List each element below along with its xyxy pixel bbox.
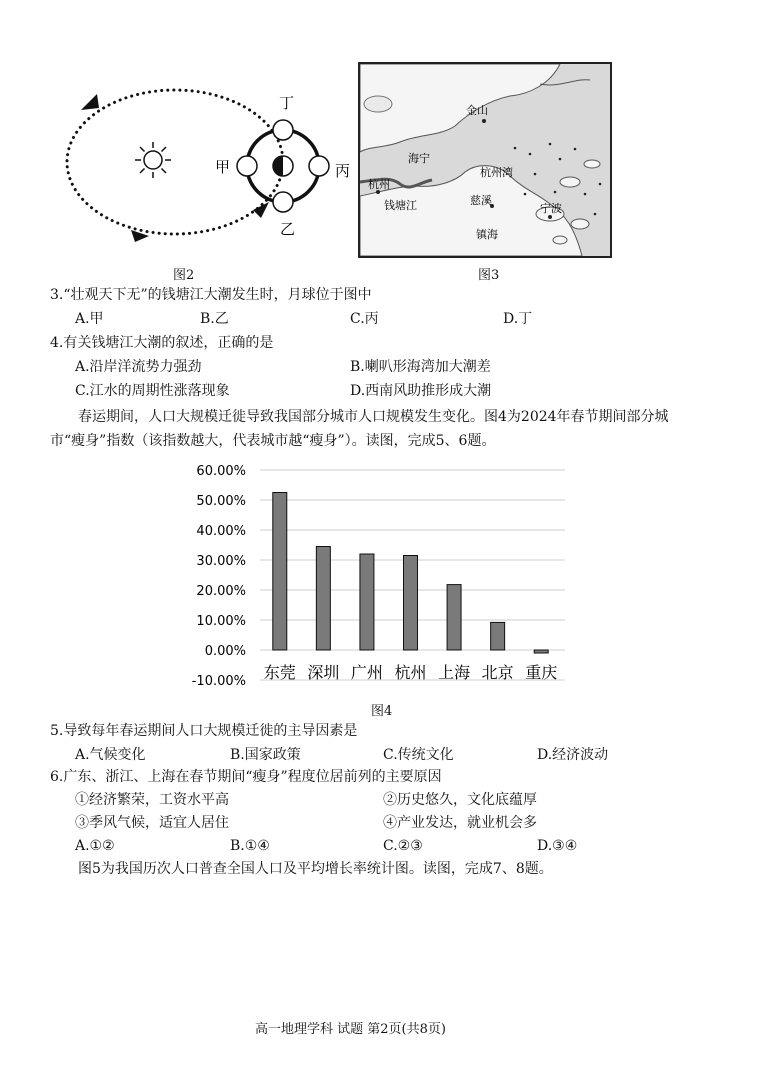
bar-重庆 (534, 650, 548, 653)
moon-bing (309, 156, 329, 176)
figure-4-caption: 图4 (371, 704, 393, 719)
q4-option-a[interactable]: A.沿岸洋流势力强劲 (75, 359, 202, 375)
q6-item-2: ②历史悠久，文化底蕴厚 (383, 792, 537, 808)
q3-option-b[interactable]: B.乙 (200, 311, 229, 327)
x-category-label: 杭州 (394, 663, 427, 682)
intro-questions-7-8: 图5为我国历次人口普查全国人口及平均增长率统计图。读图，完成7、8题。 (78, 861, 553, 877)
x-category-label: 广州 (350, 663, 383, 682)
place-qiantangjiang: 钱塘江 (384, 199, 417, 212)
x-category-label: 北京 (481, 663, 514, 682)
q6-option-d[interactable]: D.③④ (537, 838, 578, 854)
place-haining: 海宁 (408, 152, 430, 165)
x-category-label: 东莞 (263, 663, 296, 682)
q3-option-c[interactable]: C.丙 (350, 311, 379, 327)
sun-icon (135, 142, 171, 178)
y-tick-label: 40.00% (196, 524, 246, 539)
figure-3-map (358, 62, 612, 258)
label-jia: 甲 (215, 158, 231, 176)
q3-option-a[interactable]: A.甲 (75, 311, 104, 327)
label-bing: 丙 (335, 162, 351, 180)
question-3-stem: 3.“壮观天下无”的钱塘江大潮发生时，月球位于图中 (50, 287, 372, 303)
bar-广州 (360, 554, 374, 650)
place-hangzhouwan: 杭州湾 (480, 166, 513, 179)
q3-option-d[interactable]: D.丁 (503, 311, 533, 327)
y-tick-label: 20.00% (196, 584, 246, 599)
bar-杭州 (404, 556, 418, 651)
y-tick-label: 50.00% (196, 494, 246, 509)
q5-option-d[interactable]: D.经济波动 (537, 747, 609, 763)
q6-item-1: ①经济繁荣，工资水平高 (75, 792, 229, 808)
question-6-stem: 6.广东、浙江、上海在春节期间“瘦身”程度位居前列的主要原因 (50, 769, 442, 785)
q6-item-4: ④产业发达，就业机会多 (383, 815, 537, 831)
moon-yi (273, 192, 293, 212)
y-tick-label: 60.00% (196, 464, 246, 479)
bar-上海 (447, 585, 461, 650)
q6-option-b[interactable]: B.①④ (230, 838, 270, 854)
bar-北京 (491, 622, 505, 650)
orbit-arrow-top (81, 94, 99, 110)
figure-2-orbit-diagram (55, 80, 365, 250)
q5-option-a[interactable]: A.气候变化 (75, 747, 146, 763)
q5-option-c[interactable]: C.传统文化 (383, 747, 454, 763)
moon-jia (237, 156, 257, 176)
q5-option-b[interactable]: B.国家政策 (230, 747, 301, 763)
moon-ding (273, 120, 293, 140)
q6-item-3: ③季风气候，适宜人居住 (75, 815, 229, 831)
intro-questions-5-6: 春运期间，人口大规模迁徙导致我国部分城市人口规模发生变化。图4为2024年春节期间部分城市“瘦身”指数（该指数越大，代表城市越“瘦身”）。读图，完成5、6题。 (50, 409, 669, 449)
x-category-label: 深圳 (307, 663, 340, 682)
question-4-stem: 4.有关钱塘江大潮的叙述，正确的是 (50, 335, 274, 351)
q6-option-c[interactable]: C.②③ (383, 838, 423, 854)
earth-icon (273, 156, 293, 176)
q4-option-b[interactable]: B.喇叭形海湾加大潮差 (350, 359, 491, 375)
x-category-label: 上海 (438, 663, 471, 682)
figure-2-caption: 图2 (173, 268, 195, 283)
page-footer: 高一地理学科 试题 第2页(共8页) (255, 1022, 446, 1037)
place-ningbo: 宁波 (540, 202, 562, 215)
q4-option-c[interactable]: C.江水的周期性涨落现象 (75, 383, 230, 399)
x-category-label: 重庆 (525, 663, 558, 682)
y-tick-label: -10.00% (191, 674, 246, 689)
label-ding: 丁 (279, 94, 295, 112)
place-cixi: 慈溪 (470, 194, 492, 207)
place-jinshan: 金山 (466, 104, 488, 117)
question-5-stem: 5.导致每年春运期间人口大规模迁徙的主导因素是 (50, 723, 358, 739)
label-yi: 乙 (280, 220, 296, 238)
y-tick-label: 0.00% (204, 644, 246, 659)
figure-4-bar-chart (190, 458, 580, 694)
q4-option-d[interactable]: D.西南风助推形成大潮 (350, 383, 492, 399)
place-hangzhou: 杭州 (368, 178, 390, 191)
y-tick-label: 10.00% (196, 614, 246, 629)
figure-3-caption: 图3 (478, 268, 500, 283)
place-zhenhai: 镇海 (476, 228, 498, 241)
bar-东莞 (273, 493, 287, 651)
y-tick-label: 30.00% (196, 554, 246, 569)
bar-深圳 (316, 547, 330, 651)
q6-option-a[interactable]: A.①② (75, 838, 115, 854)
